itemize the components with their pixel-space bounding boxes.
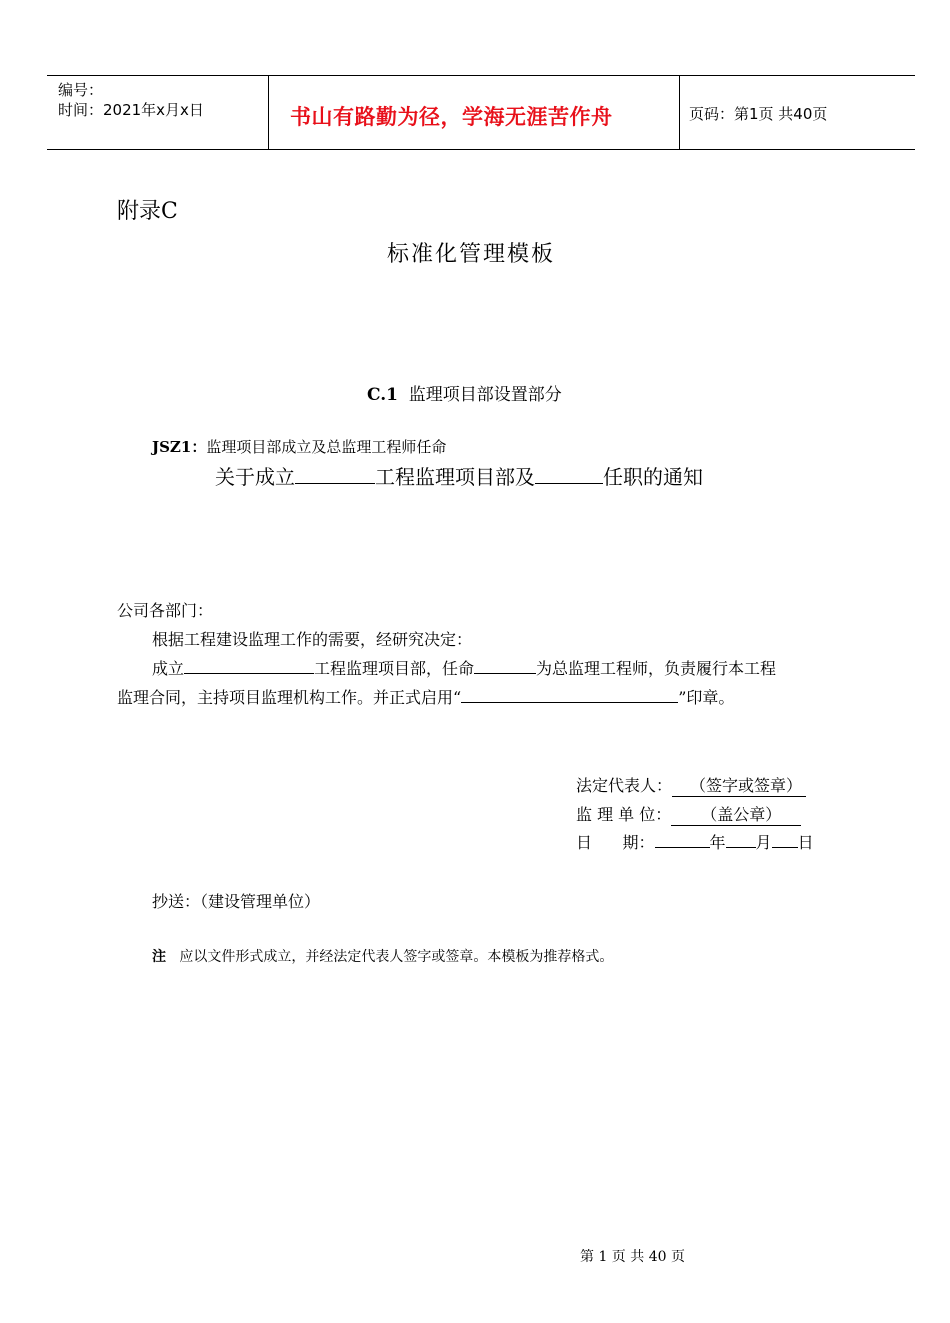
letter-para2-c: 为总监理工程师，负责履行本工程 (536, 659, 777, 678)
signature-unit (576, 802, 801, 826)
page-title: 标准化管理模板 (387, 242, 556, 267)
signature-unit-value[interactable]: （盖公章） (671, 802, 801, 826)
notice-title-part2: 工程监理项目部及 (375, 465, 535, 489)
note-text: 应以文件形式成立，并经法定代表人签字或签章。本模板为推荐格式。 (179, 949, 614, 965)
jsz-heading (152, 436, 446, 457)
notice-title-part3: 任职的通知 (603, 465, 703, 489)
appendix-label: 附录C (117, 199, 178, 224)
jsz-title: 监理项目部成立及总监理工程师任命 (206, 438, 447, 456)
section-number: C.1 (367, 385, 398, 405)
cc-line: 抄送：（建设管理单位） (152, 892, 321, 911)
signature-day: 日 (797, 833, 814, 852)
signature-date (576, 830, 814, 853)
section-title (367, 380, 562, 405)
signature-rep (576, 773, 806, 797)
blank-day[interactable] (772, 833, 798, 848)
letter-paragraph-2 (152, 656, 776, 679)
header-divider-left (268, 75, 269, 149)
blank-year[interactable] (655, 833, 710, 848)
notice-title-part1: 关于成立 (215, 465, 295, 489)
letter-para3-a: 监理合同，主持项目监理机构工作。并正式启用“ (117, 688, 462, 707)
signature-month: 月 (755, 833, 772, 852)
notice-blank-person[interactable] (535, 469, 603, 484)
letter-addressee: 公司各部门： (117, 601, 214, 620)
notice-title (215, 461, 703, 490)
letter-paragraph-1: 根据工程建设监理工作的需要，经研究决定： (152, 630, 473, 649)
page-footer: 第 1 页 共 40 页 (580, 1249, 685, 1265)
header-page-info: 页码：第1页 共40页 (689, 105, 828, 123)
letter-para2-a: 成立 (152, 659, 185, 678)
header-number-label: 编号： (58, 81, 104, 99)
header-motto: 书山有路勤为径，学海无涯苦作舟 (290, 105, 613, 129)
letter-paragraph-3 (117, 685, 734, 708)
blank-chief-engineer[interactable] (474, 659, 536, 674)
note (152, 946, 613, 966)
signature-rep-value[interactable]: （签字或签章） (672, 773, 806, 797)
jsz-code: JSZ1： (152, 438, 207, 456)
note-label: 注 (152, 949, 166, 965)
header-bottom-rule (47, 149, 915, 150)
signature-unit-label: 监 理 单 位： (576, 805, 672, 824)
blank-month[interactable] (726, 833, 756, 848)
header-top-rule (47, 75, 915, 76)
section-title-text: 监理项目部设置部分 (408, 385, 562, 405)
header-time-label: 时间：2021年x月x日 (58, 101, 204, 119)
letter-para3-b: ”印章。 (678, 688, 735, 707)
notice-blank-project[interactable] (295, 469, 375, 484)
blank-seal-name[interactable] (461, 688, 678, 703)
signature-date-label: 日 期： (576, 833, 655, 852)
header-divider-right (679, 75, 680, 149)
signature-year: 年 (709, 833, 726, 852)
letter-para2-b: 工程监理项目部，任命 (314, 659, 475, 678)
signature-rep-label: 法定代表人： (576, 776, 673, 795)
blank-project-name[interactable] (184, 659, 314, 674)
